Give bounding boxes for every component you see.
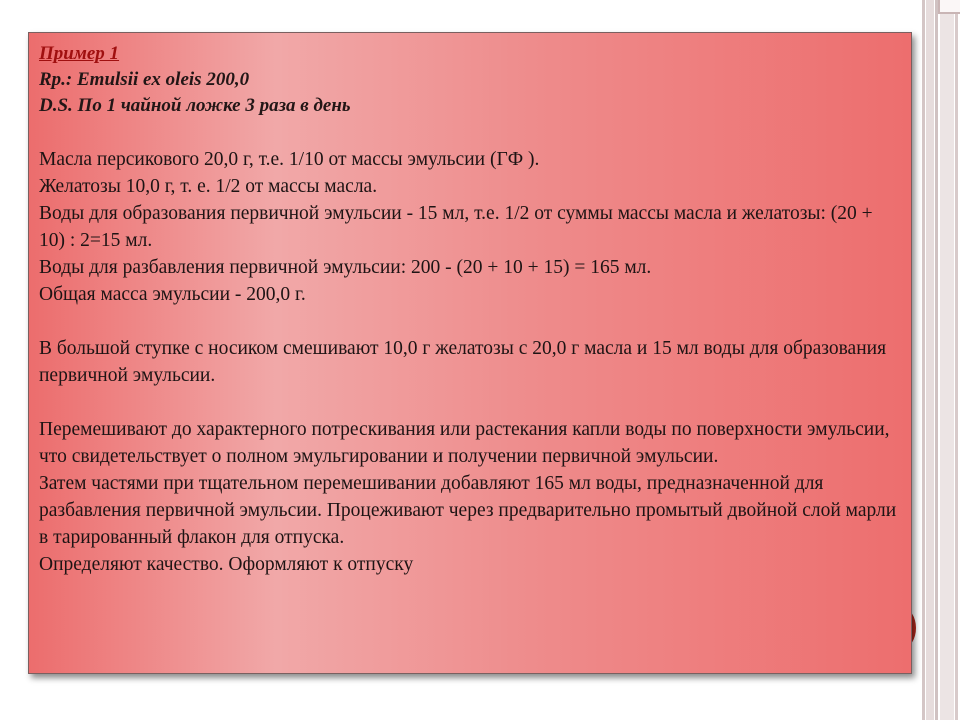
decorative-stripe (940, 0, 954, 720)
calc-total-mass-line: Общая масса эмульсии - 200,0 г. (39, 284, 306, 305)
calc-dilution-water-line: Воды для разбавления первичной эмульсии: 200 - (20 + 10 + 15) = 165 мл. (39, 257, 652, 278)
recipe-rp-line: Rp.: Emulsii ex oleis 200,0 (39, 69, 250, 90)
procedure-stirring-paragraph: Перемешивают до характерного потрескивания или растекания капли воды по поверхности эмульсии, что свидетельствует о полном эмульгировании и получении первичной эмульсии. (39, 419, 890, 467)
slide-content-box (28, 32, 912, 674)
example-title: Пример 1 (39, 43, 120, 64)
decorative-stripe (922, 0, 925, 720)
spacer (39, 308, 901, 335)
procedure-dilution-paragraph: Затем частями при тщательном перемешивании добавляют 165 мл воды, предназначенной для разбавления первичной эмульсии. Процеживают через предварительно промытый двойной слой марли в тарированный флакон для отпуска. (39, 473, 897, 548)
spacer (39, 119, 901, 146)
recipe-ds-line: D.S. По 1 чайной ложке 3 раза в день (39, 95, 351, 116)
procedure-quality-paragraph: Определяют качество. Оформляют к отпуску (39, 554, 414, 575)
calc-primary-water-line: Воды для образования первичной эмульсии - 15 мл, т.е. 1/2 от суммы массы масла и желатозы: (20 + 10) : 2=15 мл. (39, 203, 873, 251)
spacer (39, 389, 901, 416)
decorative-stripe (926, 0, 934, 720)
calc-oil-line: Масла персикового 20,0 г, т.е. 1/10 от массы эмульсии (ГФ ). (39, 149, 540, 170)
mixing-paragraph: В большой ступке с носиком смешивают 10,0 г желатозы с 20,0 г масла и 15 мл воды для образования первичной эмульсии. (39, 338, 887, 386)
decorative-stripe (935, 0, 938, 720)
decorative-stripe (955, 0, 958, 720)
calc-gelatose-line: Желатозы 10,0 г, т. е. 1/2 от массы масла. (39, 176, 378, 197)
decorative-corner-box (938, 0, 960, 14)
